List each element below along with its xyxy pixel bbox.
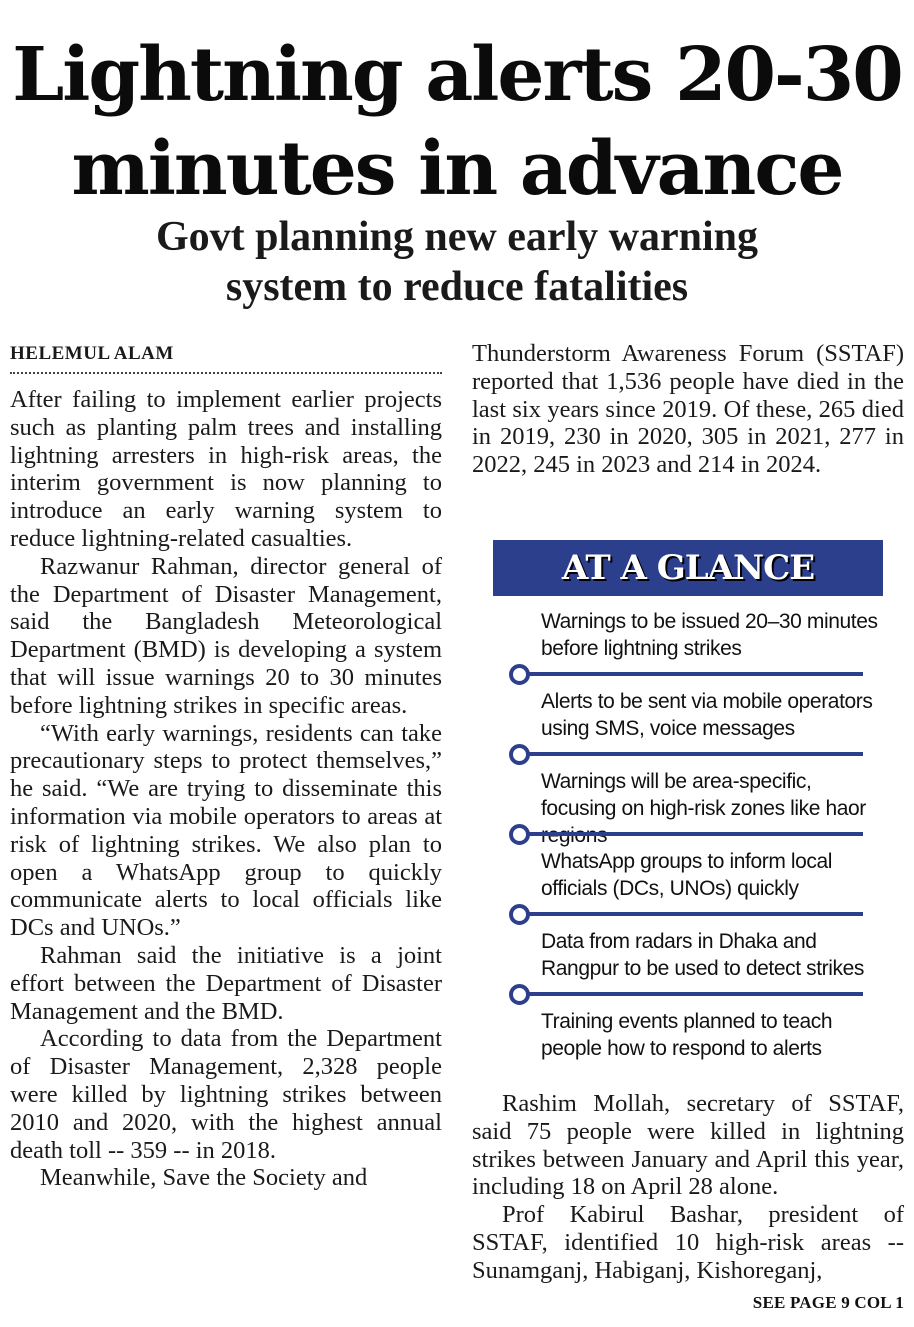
continued-on-page-link[interactable]: SEE PAGE 9 COL 1 (752, 1293, 904, 1312)
paragraph: Rashim Mollah, secretary of SSTAF, said 75 people were killed in lightning strikes between January and April this year, including 18 on April 28 alone. (472, 1090, 904, 1201)
right-column-bottom (472, 1090, 904, 1285)
left-column (10, 340, 442, 1192)
glance-item: WhatsApp groups to inform local officials (DCs, UNOs) quickly (541, 850, 833, 900)
byline-divider (10, 372, 442, 374)
right-column-top (472, 340, 904, 479)
at-a-glance-list (493, 596, 883, 1072)
paragraph: After failing to implement earlier projects such as planting palm trees and installing lightning arresters in high-risk areas, the interim government is now planning to introduce an early warning system to reduce lightning-related casualties. (10, 386, 442, 552)
paragraph: According to data from the Department of Disaster Management, 2,328 people were killed by lightning strikes between 2010 and 2020, with the highest annual death toll -- 359 -- in 2018. (10, 1025, 442, 1164)
headline-line-1: Lightning alerts 20-30 (12, 32, 902, 118)
at-a-glance-box (493, 540, 883, 1072)
paragraph: Prof Kabirul Bashar, president of SSTAF, identified 10 high-risk areas -- Sunamganj, Habiganj, Kishoreganj, (472, 1201, 904, 1284)
glance-item: Training events planned to teach people how to respond to alerts (541, 1010, 833, 1060)
paragraph: Meanwhile, Save the Society and (40, 1164, 368, 1192)
subheadline (0, 212, 914, 312)
paragraph: “With early warnings, residents can take precautionary steps to protect themselves,” he said. “We are trying to disseminate this information via mobile operators to areas at risk of lightning strikes. We also plan to open a WhatsApp group to quickly communicate alerts to local officials like DCs and UNOs.” (10, 719, 442, 942)
subheadline-line-1: Govt planning new early warning (155, 214, 759, 260)
glance-item: Data from radars in Dhaka and Rangpur to be used to detect strikes (541, 930, 864, 980)
subheadline-line-2: system to reduce fatalities (225, 264, 689, 310)
paragraph: Razwanur Rahman, director general of the Department of Disaster Management, said the Bangladesh Meteorological Department (BMD) is developing a system that will issue warnings 20 to 30 minutes before lightning strikes in specific areas. (10, 552, 442, 719)
paragraph: Rahman said the initiative is a joint effort between the Department of Disaster Management and the BMD. (10, 941, 442, 1025)
at-a-glance-title: AT A GLANCE (493, 540, 883, 596)
byline: HELEMUL ALAM (10, 343, 174, 364)
paragraph: Thunderstorm Awareness Forum (SSTAF) reported that 1,536 people have died in the last six years since 2019. Of these, 265 died in 2019, 230 in 2020, 305 in 2021, 277 in 2022, 245 in 2023 and 214 in 2024. (472, 340, 904, 479)
glance-item: Alerts to be sent via mobile operators using SMS, voice messages (541, 690, 873, 740)
glance-item: Warnings to be issued 20–30 minutes before lightning strikes (541, 610, 878, 660)
headline (0, 28, 914, 216)
headline-line-2: minutes in advance (71, 126, 843, 212)
glance-item: Warnings will be area-specific, focusing on high-risk zones like haor (541, 770, 866, 820)
